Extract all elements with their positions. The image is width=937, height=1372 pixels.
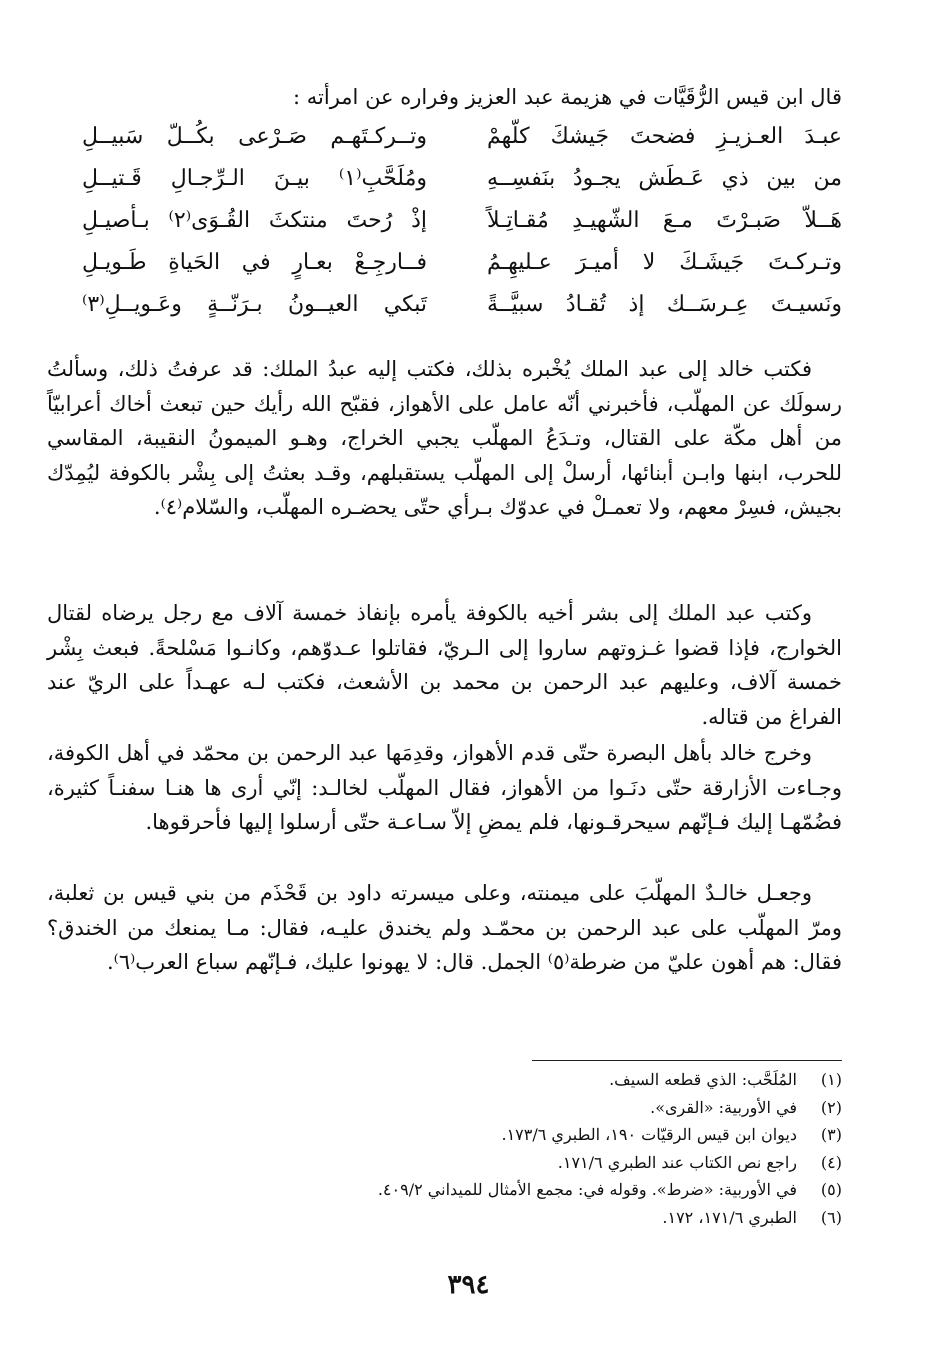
- footnote-number: (١): [820, 1070, 842, 1089]
- footnote-divider: [532, 1060, 842, 1061]
- footnote-text: راجع نص الكتاب عند الطبري ١٧١/٦.: [557, 1152, 797, 1172]
- verse-second-hemistich: وتــركـتَهـم صَـرْعى بكُــلّ سَبيــلِ: [82, 124, 427, 149]
- paragraph-text: فكتب خالد إلى عبد الملك يُخْبره بذلك، فكتب إليه عبدُ الملك: قد عرفتُ ذلك، وسألتُ رسولَك عن المهلّب، فأخبرني أنّه عامل على الأهواز، فقبّح الله رأيك حين تبعث أخاك أعرابيّاً من أهل مكّة على القتال، وتـدَعُ المهلّب يجبي الخراج، وهـو الميمونُ النقيبة، المقاسي للحرب، ابنها وابـن أبنائها، أرسلْ إلى المهلّب يستقبلهم، وقـد بعثتُ إلى بِشْر بالكوفة ليُمِدّك بجيش، فسِرْ معهم، ولا تعمـلْ في عدوّك بـرأي حتّى يحضـره المهلّب، والسّلام⁽٤⁾.: [47, 357, 842, 520]
- verse: [82, 292, 842, 334]
- paragraph-text: وكتب عبد الملك إلى بشر أخيه بالكوفة يأمره بإنفاذ خمسة آلاف مع رجل يرضاه لقتال الخوارج، فإذا قضوا غـزوتهم ساروا إلى الـريّ، فقاتلوا عـدوّهم، وكانـوا مَسْلحةً. فبعث بِشْر خمسة آلاف، وعليهم عبد الرحمن بن محمد بن الأشعث، فكتب لـه عهـداً على الريّ عند الفراغ من قتاله.: [47, 601, 842, 729]
- paragraph-text: وجعـل خالـدٌ المهلّبَ على ميمنته، وعلى ميسرته داود بن قَحْذَم من بني قيس بن ثعلبة، ومرّ المهلّب على عبد الرحمن بن محمّـد ولم يخندق عليـه، فقال: مـا يمنعك من الخندق؟ فقال: هم أهون عليّ من ضرطة⁽٥⁾ الجمل. قال: لا يهونوا عليك، فـإنّهم سباع العرب⁽٦⁾.: [47, 881, 842, 975]
- verse-first-hemistich: هَــلاّ صَبـرْتَ مـعَ الشّهيـدِ مُقـاتِـلاً: [487, 208, 842, 233]
- paragraph-1: [47, 352, 842, 525]
- verse-first-hemistich: وتـركـتَ جَيشَـكَ لا أميـرَ عـليهِـمُ: [487, 250, 842, 275]
- paragraph-2: [47, 596, 842, 734]
- verse-second-hemistich: فــارجِـعْ بعـارٍ في الحَياةِ طَـويـلِ: [82, 250, 427, 275]
- verse-first-hemistich: من بين ذي عَـطَش يجـودُ بنَفسِــهِ: [487, 166, 842, 191]
- footnote-text: المُلَحَّب: الذي قطعه السيف.: [609, 1070, 797, 1089]
- verse: [82, 208, 842, 250]
- footnote-number: (٥): [820, 1180, 842, 1199]
- footnote: [82, 1176, 842, 1204]
- footnote: [82, 1094, 842, 1122]
- footnote: [82, 1121, 842, 1149]
- poem: [82, 124, 842, 334]
- footnote-number: (٣): [820, 1125, 842, 1144]
- verse: [82, 250, 842, 292]
- verse-second-hemistich: ومُلَحَّبِ⁽١⁾ بيـنَ الـرِّجـالِ قَـتيــلِ: [82, 166, 427, 191]
- footnotes: [82, 1066, 842, 1231]
- verse: [82, 124, 842, 166]
- footnote-text: ديوان ابن قيس الرقيّات ١٩٠، الطبري ١٧٣/٦.: [501, 1125, 797, 1144]
- paragraph-3: [47, 736, 842, 840]
- page-number: ٣٩٤: [447, 1270, 490, 1300]
- footnote: [82, 1066, 842, 1094]
- paragraph-4: [47, 876, 842, 980]
- footnote-number: (٤): [820, 1152, 842, 1172]
- footnote-text: في الأوربية: «القرى».: [650, 1097, 797, 1117]
- footnote-text: الطبري ١٧١/٦، ١٧٢.: [662, 1207, 797, 1227]
- verse: [82, 166, 842, 208]
- footnote: [82, 1204, 842, 1232]
- verse-second-hemistich: تَبكي العيــونُ بـرَنّــةٍ وعَـويــلِ⁽٣⁾: [82, 292, 427, 317]
- verse-first-hemistich: ونَسيـتَ عِـرسَــك إذ تُقـادُ سبيَّــةً: [487, 292, 842, 317]
- verse-first-hemistich: عبـدَ العـزيـزِ فضحتَ جَيشكَ كلّهمْ: [487, 124, 842, 149]
- footnote-number: (٦): [820, 1207, 842, 1227]
- verse-second-hemistich: إذْ رُحتَ منتكثَ القُـوَى⁽٢⁾ بـأصيـلِ: [82, 208, 428, 233]
- footnote-text: في الأوربية: «ضرط». وقوله في: مجمع الأمثال للميداني ٤٠٩/٢.: [377, 1180, 797, 1199]
- poem-intro: قال ابن قيس الرُّقَيَّات في هزيمة عبد العزيز وفراره عن امرأته :: [293, 85, 842, 109]
- paragraph-text: وخرج خالد بأهل البصرة حتّى قدم الأهواز، وقدِمَها عبد الرحمن بن محمّد في أهل الكوفة، وجـاءت الأزارقة حتّى دنَـوا من الأهواز، فقال المهلّب لخالـد: إنّي أرى ها هنـا سفنـاً كثيرة، فضُمّهـا إليك فـإنّهم سيحرقـونها، فلم يمضِ إلاّ سـاعـة حتّى أرسلوا إليها فأحرقوها.: [47, 741, 842, 835]
- footnote: [82, 1149, 842, 1177]
- footnote-number: (٢): [820, 1097, 842, 1117]
